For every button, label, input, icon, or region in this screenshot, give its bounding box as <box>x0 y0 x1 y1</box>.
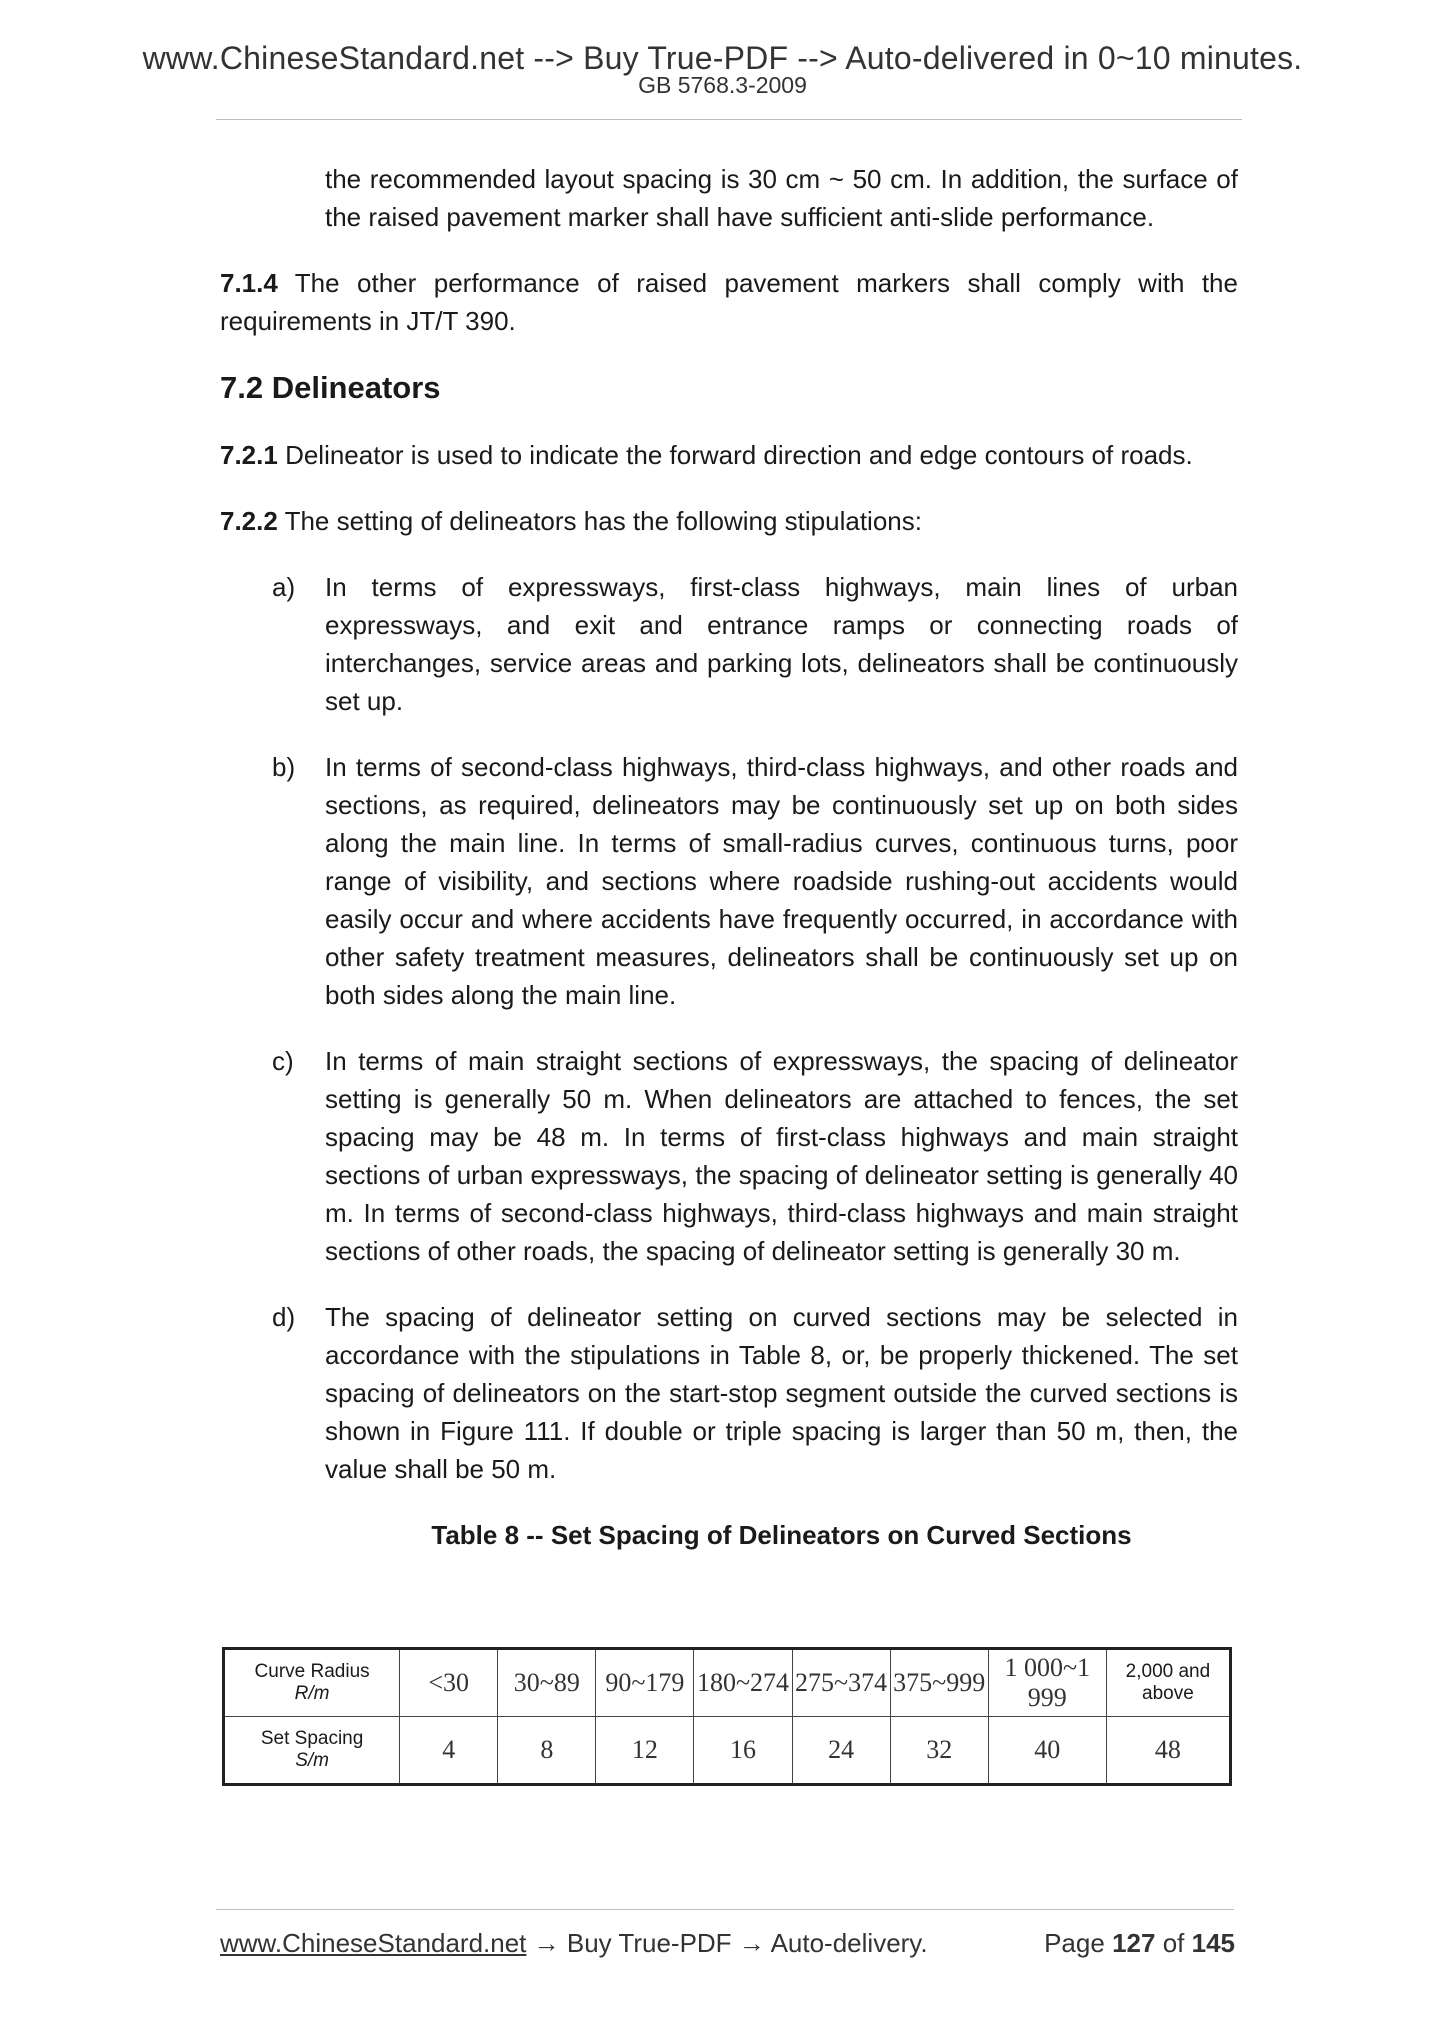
list-item-d <box>220 1298 1238 1488</box>
header-divider <box>216 119 1242 120</box>
table-row-spacing <box>224 1717 1231 1785</box>
clause-7-2-2 <box>220 502 1238 540</box>
document-body <box>220 160 1238 1554</box>
page-number: 127 <box>1112 1928 1156 1958</box>
intro-paragraph: the recommended layout spacing is 30 cm ~ 50 cm. In addition, the surface of the raised pavement marker shall have sufficient anti-slide performance. <box>325 164 1238 232</box>
radius-cell: 90~179 <box>596 1649 694 1717</box>
table-caption: Table 8 -- Set Spacing of Delineators on Curved Sections <box>431 1520 1132 1550</box>
spacing-cell: 12 <box>596 1717 694 1785</box>
list-marker: d) <box>272 1302 296 1332</box>
page-footer <box>220 1928 1235 1959</box>
footer-divider <box>216 1909 1234 1910</box>
list-marker: c) <box>272 1046 294 1076</box>
clause-number: 7.2.1 <box>220 440 278 470</box>
clause-text: Delineator is used to indicate the forward direction and edge contours of roads. <box>285 440 1193 470</box>
radius-cell: 1 000~1 999 <box>988 1649 1106 1717</box>
clause-7-2-1 <box>220 436 1238 474</box>
page-total: 145 <box>1191 1928 1235 1958</box>
spacing-cell: 24 <box>792 1717 890 1785</box>
radius-cell: 180~274 <box>694 1649 792 1717</box>
header-banner: www.ChineseStandard.net --> Buy True-PDF --> Auto-delivered in 0~10 minutes. <box>142 40 1303 76</box>
clause-number: 7.2.2 <box>220 506 278 536</box>
list-marker: a) <box>272 572 296 602</box>
spacing-cell: 16 <box>694 1717 792 1785</box>
section-heading: 7.2 Delineators <box>220 370 441 405</box>
list-item-text: In terms of expressways, first-class highways, main lines of urban expressways, and exit and entrance ramps or connecting roads of interchanges, service areas and parking lots, delineators shall be continuously set up. <box>325 572 1238 716</box>
spacing-cell: 48 <box>1106 1717 1230 1785</box>
row-label-spacing: Set Spacing S/m <box>224 1717 400 1785</box>
footer-site-link[interactable]: www.ChineseStandard.net <box>220 1928 527 1958</box>
spacing-cell: 32 <box>890 1717 988 1785</box>
list-item-c <box>220 1042 1238 1270</box>
list-marker: b) <box>272 752 296 782</box>
list-item-a <box>220 568 1238 720</box>
footer-tagline: → Buy True-PDF → Auto-delivery. <box>526 1928 928 1958</box>
table-row-radius <box>224 1649 1231 1717</box>
page-indicator: Page 127 of 145 <box>1044 1928 1235 1958</box>
radius-cell: 275~374 <box>792 1649 890 1717</box>
clause-7-1-4 <box>220 264 1238 340</box>
radius-cell: 30~89 <box>498 1649 596 1717</box>
clause-text: The other performance of raised pavement markers shall comply with the requirements in JT/T 390. <box>220 268 1238 336</box>
list-item-text: In terms of main straight sections of expressways, the spacing of delineator setting is generally 50 m. When delineators are attached to fences, the set spacing may be 48 m. In terms of first-class highways and main straight sections of urban expressways, the spacing of delineator setting is generally 40 m. In terms of second-class highways, third-class highways and main straight sections of other roads, the spacing of delineator setting is generally 30 m. <box>325 1046 1238 1266</box>
list-item-text: In terms of second-class highways, third-class highways, and other roads and sections, as required, delineators may be continuously set up on both sides along the main line. In terms of small-radius curves, continuous turns, poor range of visibility, and sections where roadside rushing-out accidents would easily occur and where accidents have frequently occurred, in accordance with other safety treatment measures, delineators shall be continuously set up on both sides along the main line. <box>325 752 1238 1010</box>
radius-cell: 2,000 and above <box>1106 1649 1230 1717</box>
row-label-radius: Curve Radius R/m <box>224 1649 400 1717</box>
radius-cell: <30 <box>400 1649 498 1717</box>
radius-cell: 375~999 <box>890 1649 988 1717</box>
clause-number: 7.1.4 <box>220 268 278 298</box>
list-item-b <box>220 748 1238 1014</box>
spacing-cell: 8 <box>498 1717 596 1785</box>
spacing-cell: 40 <box>988 1717 1106 1785</box>
standard-id: GB 5768.3-2009 <box>638 72 807 98</box>
list-item-text: The spacing of delineator setting on curved sections may be selected in accordance with the stipulations in Table 8, or, be properly thickened. The set spacing of delineators on the start-stop segment outside the curved sections is shown in Figure 111. If double or triple spacing is larger than 50 m, then, the value shall be 50 m. <box>325 1302 1238 1484</box>
spacing-table <box>222 1647 1232 1786</box>
clause-text: The setting of delineators has the following stipulations: <box>284 506 922 536</box>
spacing-cell: 4 <box>400 1717 498 1785</box>
